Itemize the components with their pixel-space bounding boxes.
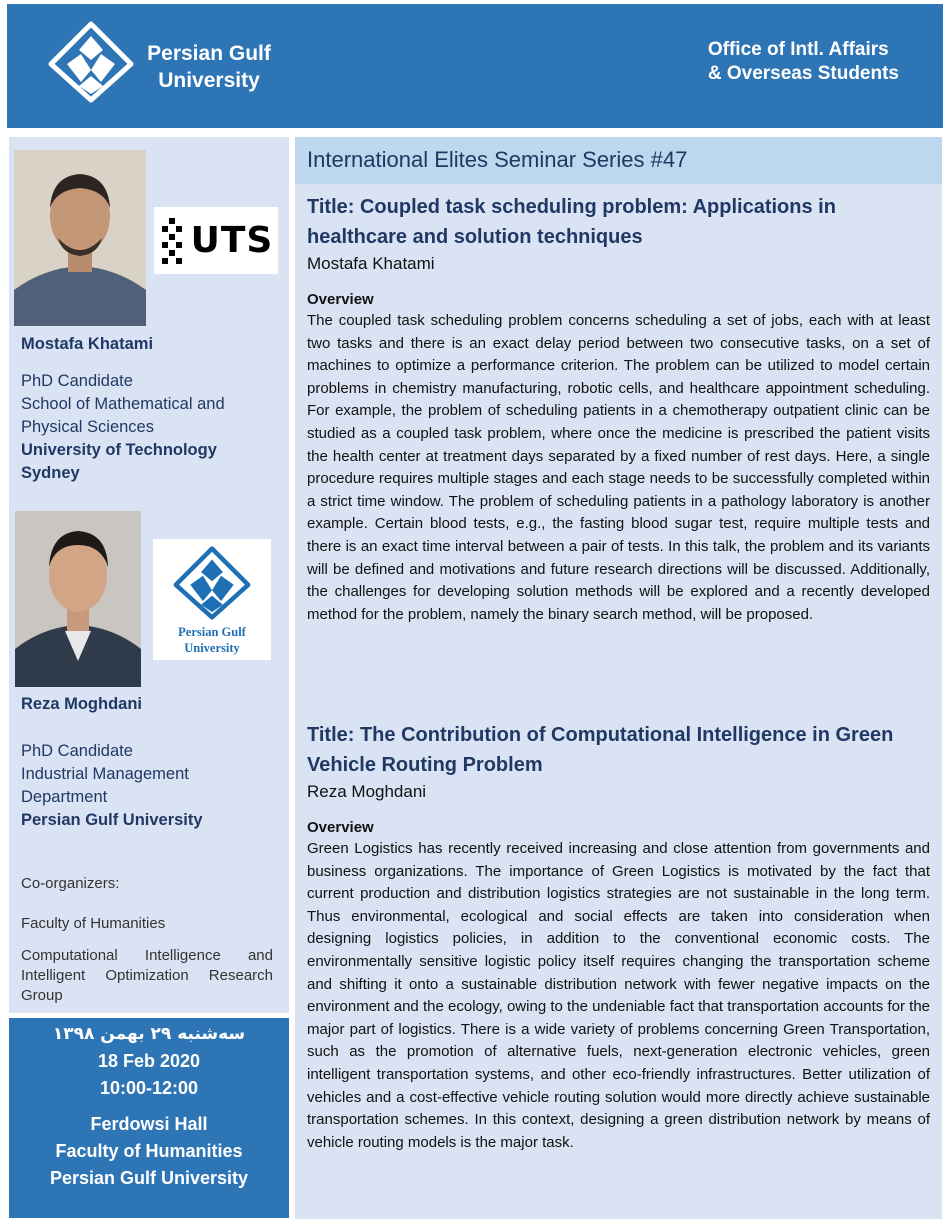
talk1-speaker: Mostafa Khatami xyxy=(307,254,435,273)
speakers-sidebar xyxy=(9,137,289,1013)
talk2-overview-label: Overview xyxy=(307,819,374,836)
speaker2-name: Reza Moghdani xyxy=(21,695,143,713)
university-logo-icon xyxy=(47,20,135,104)
event-venue-line1: Ferdowsi Hall xyxy=(90,1114,208,1134)
uts-emblem-icon xyxy=(159,216,185,266)
speaker1-dept-line2: Physical Sciences xyxy=(21,418,154,436)
talk1 xyxy=(307,192,930,626)
pgu-logo xyxy=(153,539,271,660)
speaker2-dept-line2: Department xyxy=(21,788,108,806)
event-date: 18 Feb 2020 xyxy=(97,1051,201,1071)
speaker2-role: PhD Candidate xyxy=(21,742,133,760)
speaker1-photo xyxy=(14,150,146,326)
talk1-overview-label: Overview xyxy=(307,291,374,308)
uts-logo xyxy=(154,207,278,274)
speaker2-photo xyxy=(15,511,141,687)
series-title: International Elites Seminar Series #47 xyxy=(295,137,942,184)
header-banner xyxy=(7,4,943,128)
talk2-speaker: Reza Moghdani xyxy=(307,782,427,801)
university-name-line1: Persian Gulf xyxy=(147,42,271,65)
talk1-title: Title: Coupled task scheduling problem: Applications in healthcare and solution techniques xyxy=(307,196,836,248)
office-name-line1: Office of Intl. Affairs xyxy=(707,39,889,60)
talk2-abstract: Green Logistics has recently received increasing and close attention from governments and business organizations. The importance of Green Logistics is motivated by the fact that current production and distribution logistics strategies are not sustainable in the long term. Thus environmental, ecological and social effects are taken into consideration when designing logistics policies, in addition to the conventional economic costs. The environmentally sensitive logistic policy itself requires changing the transportation scheme and shifting it onto a sustainable distribution network with fewer negative impacts on the environment and the ecology, owing to the undeniable fact that transportation accounts for the major part of logistics. There is a wide variety of problems concerning Green Transportation, such as the promotion of alternative fuels, next-generation electronic vehicles, green intelligent transportation systems, and other eco-friendly infrastructures. Better utilization of vehicles and a cost-effective vehicle routing solution would more directly achieve sustainable transportation schemes. In this context, designing a green distribution network by means of vehicle routing models is the major task. xyxy=(307,840,930,1151)
speaker2-institution: Persian Gulf University xyxy=(21,811,203,829)
talk2 xyxy=(307,720,930,1154)
seminar-content xyxy=(295,137,942,1219)
university-name-line2: University xyxy=(158,69,260,92)
event-time: 10:00-12:00 xyxy=(99,1078,199,1098)
co-organizers-label: Co-organizers: xyxy=(21,875,120,892)
co-organizer-humanities: Faculty of Humanities xyxy=(21,915,166,932)
event-venue-line3: Persian Gulf University xyxy=(49,1168,249,1188)
speaker1-institution-line2: Sydney xyxy=(21,464,80,482)
speaker2-dept-line1: Industrial Management xyxy=(21,765,189,783)
speaker1-role: PhD Candidate xyxy=(21,372,133,390)
university-name xyxy=(147,40,271,94)
speaker1-institution-line1: University of Technology xyxy=(21,441,217,459)
pgu-logo-line2: University xyxy=(184,641,240,655)
office-name xyxy=(708,38,899,86)
talk1-abstract: The coupled task scheduling problem concerns scheduling a set of jobs, each with at least two tasks and there is an exact delay period between two consecutive tasks, on a set of machines to optimize a performance criterion. The problem can be utilized to model certain problems in chemistry manufacturing, robotic cells, and healthcare appointment scheduling. For example, the problem of scheduling patients in a chemotherapy outpatient clinic can be studied as a coupled task problem, where once the medicine is prescribed the patient visits the health center at treatment days separated by a fixed number of rest days. Here, a single procedure requires multiple stages and each stage needs to be successfully completed within a strict time window. The problem of scheduling patients in a pathology laboratory is another example. Certain blood tests, e.g., the fasting blood sugar test, require multiple tests and there is an exact time interval between a pair of tests. In this talk, the problem and its variants will be defined and motivations and future research directions will be discussed. Additionally, the challenges for developing solution methods will be explored and a recently developed method for the problem, namely the binary search method, will be proposed. xyxy=(307,312,930,623)
speaker1-dept-line1: School of Mathematical and xyxy=(21,395,225,413)
event-persian-date: سه‌شنبه ۲۹ بهمن ۱۳۹۸ xyxy=(52,1024,246,1044)
speaker1-name: Mostafa Khatami xyxy=(21,335,154,353)
talk2-title: Title: The Contribution of Computational Intelligence in Green Vehicle Routing Problem xyxy=(307,724,894,776)
co-organizer-research-group: Computational Intelligence and Intelligent Optimization Research Group xyxy=(21,947,273,1004)
uts-logo-text: UTS xyxy=(190,220,274,261)
event-venue-line2: Faculty of Humanities xyxy=(55,1141,243,1161)
event-details-box xyxy=(9,1018,289,1218)
pgu-emblem-icon xyxy=(172,545,252,621)
pgu-logo-line1: Persian Gulf xyxy=(178,625,246,639)
office-name-line2: & Overseas Students xyxy=(707,63,899,84)
